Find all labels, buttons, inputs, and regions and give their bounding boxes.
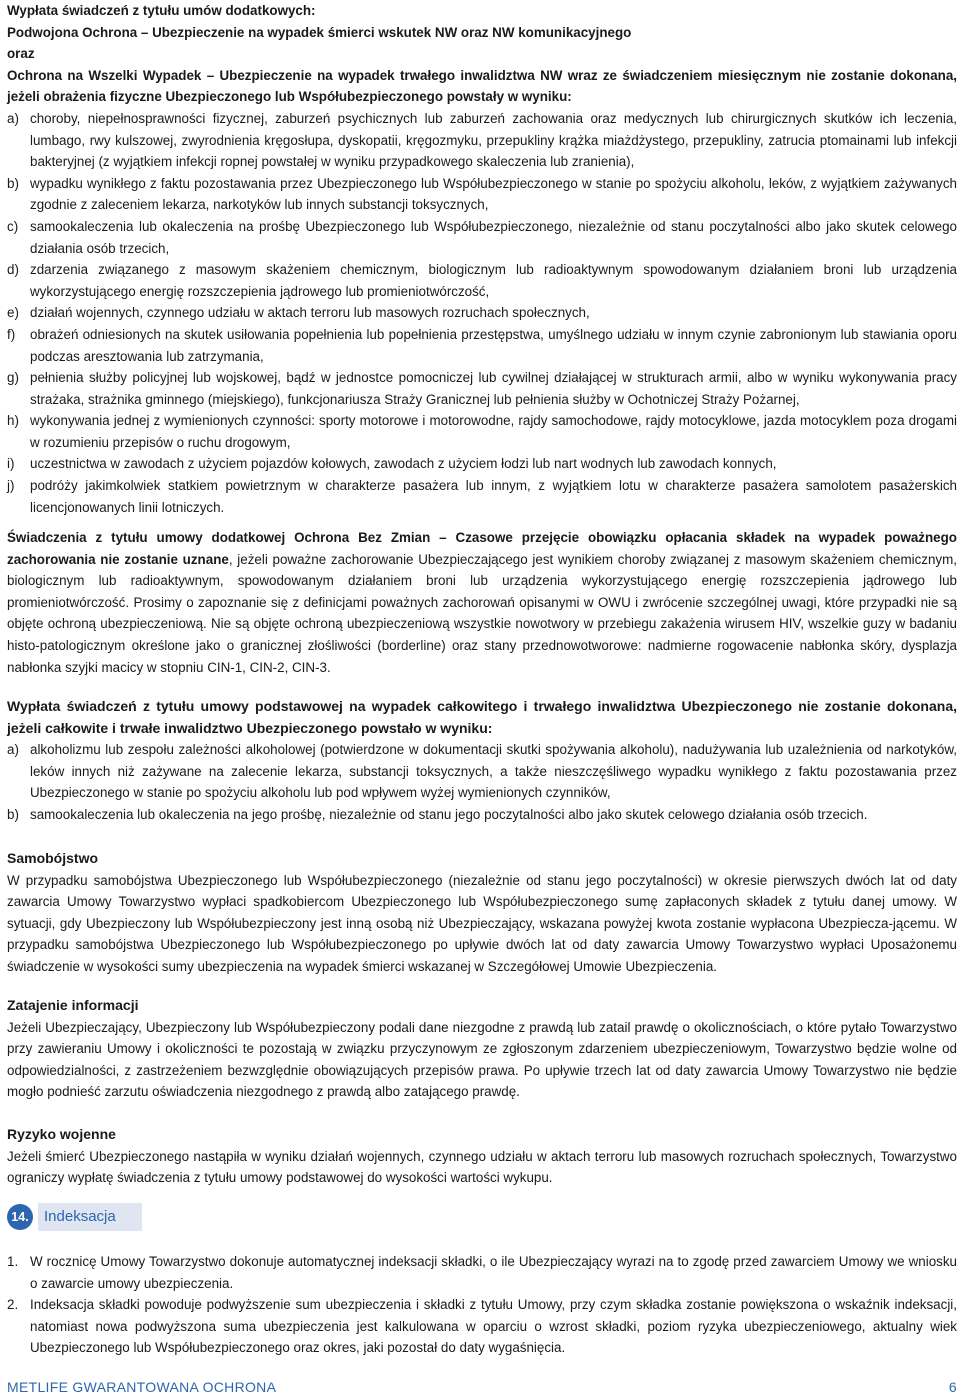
list-item bbox=[7, 475, 957, 518]
list-item-text: W rocznicę Umowy Towarzystwo dokonuje automatycznej indeksacji składki, o ile Ubezpieczający wyrazi na to zgodę przed zawarciem Umowy we wniosku o zawarcie umowy ubezpieczenia. bbox=[30, 1254, 957, 1291]
list-item-text: samookaleczenia lub okaleczenia na prośbę Ubezpieczonego lub Współubezpieczonego, niezależnie od stanu poczytalności albo jako skutek celowego działania osób trzecich, bbox=[30, 218, 957, 256]
exclusions-additional-section bbox=[7, 0, 957, 518]
exclusion-list bbox=[7, 108, 957, 518]
list-item bbox=[7, 324, 957, 367]
section-paragraph: W przypadku samobójstwa Ubezpieczonego lub Współubezpieczonego (niezależnie od stanu jego poczytalności) w okresie pierwszych dwóch lat od daty zawarcia Umowy Towarzystwo wypłaci spadkobiercom Ubezpieczonego lub Współubezpieczonego sumę zapłaconych składek z tytułu danej umowy. W sytuacji, gdy Ubezpieczony lub Współubezpieczony jest inną osobą niż Ubezpieczający, wskazana powyżej kwota zostanie wypłacona Ubezpiecza-jącemu. W przypadku samobójstwa Ubezpieczonego lub Współubezpieczonego po upływie dwóch lat od daty zawarcia Umowy Towarzystwo wypłaci Uposażonemu świadczenie w wysokości sumy ubezpieczenia na wypadek śmierci wskazanej w Szczegółowej Umowie Ubezpieczenia. bbox=[7, 872, 957, 974]
list-marker: h) bbox=[7, 413, 19, 429]
list-marker: 2. bbox=[7, 1297, 19, 1313]
section-paragraph: , jeżeli poważne zachorowanie Ubezpieczającego jest wynikiem choroby związanej z masowym skażeniem chemicznym, biologicznym lub radioaktywnym, spowodowanym działaniem broni lub urządzenia wykorzystującego energię rozszczepienia jądrowego lub promieniotwórczość. Prosimy o zapoznanie się z definicjami poważnych zachorowań opisanymi w OWU i zwrócenie szczególnej uwagi, które przypadki nie są objęte ochroną ubezpieczeniową. Nie są objęte ochroną ubezpieczeniową wszystkie nowotwory w przebiegu zakażenia wirusem HIV, wszelkie guzy w badaniu histo-patologicznym określone jako o granicznej złośliwości (borderline) oraz stany przednowotworowe: nadmierne rogowacenie nabłonka skóry, dysplazja nabłonka szyjki macicy w stopniu CIN-1, CIN-2, CIN-3. bbox=[7, 551, 958, 675]
section-paragraph: Jeżeli śmierć Ubezpieczonego nastąpiła w wyniku działań wojennych, czynnego udziału w aktach terroru lub masowych rozruchach społecznych, Towarzystwo ograniczy wypłatę świadczenia z tytułu umowy podstawowej do wysokości wartości wykupu. bbox=[7, 1148, 957, 1186]
list-item bbox=[7, 216, 957, 259]
list-marker: b) bbox=[7, 806, 19, 822]
section-heading: Świadczenia z tytułu umowy dodatkowej Ochrona Bez Zmian – Czasowe przejęcie obowiązku opłacania składek na wypadek poważnego zachorowania nie zostanie uznane bbox=[7, 530, 957, 567]
list-marker: i) bbox=[7, 456, 15, 472]
list-marker: f) bbox=[7, 326, 16, 342]
list-marker: b) bbox=[7, 175, 19, 191]
list-item bbox=[7, 367, 957, 410]
list-marker: 1. bbox=[7, 1254, 19, 1269]
list-marker: a) bbox=[7, 110, 19, 126]
list-item-text: zdarzenia związanego z masowym skażeniem chemicznym, biologicznym lub radioaktywnym spowodowanym działaniem broni lub urządzenia wykorzystującego energię rozszczepienia jądrowego lub promieniotwórczość, bbox=[30, 262, 957, 299]
section-heading: oraz bbox=[7, 46, 35, 62]
indexation-section bbox=[7, 1251, 957, 1359]
list-marker: a) bbox=[7, 742, 19, 758]
section-heading: Ochrona na Wszelki Wypadek – Ubezpieczenie na wypadek trwałego inwalidztwa NW wraz ze świadczeniem miesięcznym nie zostanie dokonana, jeżeli obrażenia fizyczne Ubezpieczonego lub Współubezpieczonego powstały w wyniku: bbox=[7, 67, 957, 105]
list-marker: c) bbox=[7, 218, 19, 234]
list-item-text: wykonywania jednej z wymienionych czynności: sporty motorowe i motorowodne, rajdy samochodowe, rajdy motocyklowe, jazda motocyklem poza drogami w rozumieniu przepisów o ruchu drogowym, bbox=[30, 413, 957, 450]
disability-exclusions-section bbox=[7, 696, 957, 826]
section-heading: Podwojona Ochrona – Ubezpieczenie na wypadek śmierci wskutek NW oraz NW komunikacyjnego bbox=[7, 24, 632, 40]
list-item bbox=[7, 302, 957, 324]
section-heading: Wypłata świadczeń z tytułu umów dodatkowych: bbox=[7, 3, 316, 18]
list-item-text: podróży jakimkolwiek statkiem powietrznym w charakterze pasażera lub innym, z wyjątkiem lotu w charakterze pasażera samolotem pasażerskich licencjonowanych linii lotniczych. bbox=[30, 478, 957, 515]
section-heading: Wypłata świadczeń z tytułu umowy podstawowej na wypadek całkowitego i trwałego inwalidztwa Ubezpieczonego nie zostanie dokonana, jeżeli całkowite i trwałe inwalidztwo Ubezpieczonego powstało w wyniku: bbox=[7, 698, 957, 736]
list-marker: e) bbox=[7, 305, 19, 321]
exclusion-list bbox=[7, 739, 957, 825]
list-item-text: Indeksacja składki powoduje podwyższenie sum ubezpieczenia i składki z tytułu Umowy, przy czym składka zostanie powiększona o wskaźnik indeksacji, natomiast nowa podwyższona suma ubezpieczenia jest kalkulowana w oparciu o wzrost składki, poziom ryzyka ubezpieczeniowego, aktualny wiek Ubezpieczonego lub Współubezpieczonego oraz okres, jaki pozostał do daty wygaśnięcia. bbox=[30, 1297, 957, 1356]
list-item-text: pełnienia służby policyjnej lub wojskowej, bądź w jednostce pomocniczej lub cywilnej działającej w strukturach armii, albo w wyniku wykonywania pracy strażaka, strażnika gminnego (miejskiego), funkcjonariusza Straży Granicznej lub pełnienia służby w Ochotniczej Straży Pożarnej, bbox=[30, 370, 957, 407]
concealment-section bbox=[7, 995, 957, 1103]
page-number: 6 bbox=[948, 1379, 957, 1395]
list-marker: d) bbox=[7, 262, 19, 278]
section-paragraph: Jeżeli Ubezpieczający, Ubezpieczony lub Współubezpieczony podali dane niezgodne z prawdą lub zatail prawdę o okolicznościach, o które pytało Towarzystwo przy zawieraniu Umowy i okoliczności te pozostają w związku przyczynowym ze zgłoszonym zdarzeniem ubezpieczeniowym, Towarzystwo będzie wolne od odpowiedzialności, z zastrzeżeniem bezwzględnie obowiązujących przepisów prawa. Po upływie trzech lat od daty zawarcia Umowy Towarzystwo nie będzie mogło podnieść zarzutu oświadczenia niezgodnego z prawdą albo zatającego prawdę. bbox=[7, 1019, 957, 1100]
footer-title: METLIFE GWARANTOWANA OCHRONA bbox=[7, 1379, 277, 1395]
section-heading: Samobójstwo bbox=[7, 850, 99, 866]
list-item-text: wypadku wynikłego z faktu pozostawania przez Ubezpieczonego lub Współubezpieczonego w stanie po spożyciu alkoholu, leków, z wyjątkiem zażywanych zgodnie z zaleceniem lekarza, narkotyków lub innych substancji toksycznych, bbox=[30, 175, 957, 213]
indexation-section-header bbox=[7, 1203, 957, 1231]
list-item-text: choroby, niepełnosprawności fizycznej, zaburzeń psychicznych lub zaburzeń zachowania oraz medycznych lub chirurgicznych skutków ich leczenia, lumbago, rwy kulszowej, zwyrodnienia kręgosłupa, dyskopatii, kręgozmyku, przepukliny krążka miażdżystego, przepukliny, zatrucia ptomainami lub infekcji bakteryjnej (z wyjątkiem infekcji ropnej powstałej w wyniku przypadkowego skaleczenia lub zranienia), bbox=[30, 110, 957, 170]
list-item-text: działań wojennych, czynnego udziału w aktach terroru lub masowych rozruchach społecznych, bbox=[30, 305, 590, 321]
list-item bbox=[7, 108, 957, 173]
list-item bbox=[7, 804, 957, 826]
page-footer bbox=[7, 1379, 957, 1395]
list-item-text: obrażeń odniesionych na skutek usiłowania popełnienia lub popełnienia przestępstwa, umyślnego udziału w innym czynie zabronionym lub stawiania oporu podczas aresztowania lub zatrzymania, bbox=[30, 326, 957, 364]
numbered-list bbox=[7, 1251, 957, 1359]
serious-illness-section bbox=[7, 527, 957, 678]
list-item bbox=[7, 410, 957, 453]
list-item-text: uczestnictwa w zawodach z użyciem pojazdów kołowych, zawodach z użyciem łodzi lub nart wodnych lub zawodach konnych, bbox=[30, 456, 777, 472]
list-item bbox=[7, 259, 957, 302]
war-risk-section bbox=[7, 1124, 957, 1189]
suicide-section bbox=[7, 848, 957, 978]
section-title: Indeksacja bbox=[38, 1203, 142, 1231]
list-marker: g) bbox=[7, 370, 19, 386]
section-heading: Ryzyko wojenne bbox=[7, 1126, 116, 1142]
list-item bbox=[7, 1294, 957, 1359]
list-item bbox=[7, 453, 957, 475]
section-heading: Zatajenie informacji bbox=[7, 997, 139, 1013]
list-item bbox=[7, 1251, 957, 1294]
list-item-text: samookaleczenia lub okaleczenia na jego prośbę, niezależnie od stanu jego poczytalności albo jako skutek celowego działania osób trzecich. bbox=[30, 806, 868, 822]
section-number-badge: 14. bbox=[7, 1204, 33, 1230]
list-marker: j) bbox=[7, 478, 15, 494]
list-item-text: alkoholizmu lub zespołu zależności alkoholowej (potwierdzone w dokumentacji skutki spożywania alkoholu), nadużywania lub uzależnienia od narkotyków, leków innych niż zażywane na zalecenie lekarza, substancji toksycznych, a także nieszczęśliwego wypadku wynikłego z faktu pozostawania przez Ubezpieczonego w stanie po spożyciu alkoholu lub pod wpływem wyżej wymienionych czynników, bbox=[30, 742, 957, 801]
list-item bbox=[7, 173, 957, 216]
list-item bbox=[7, 739, 957, 804]
